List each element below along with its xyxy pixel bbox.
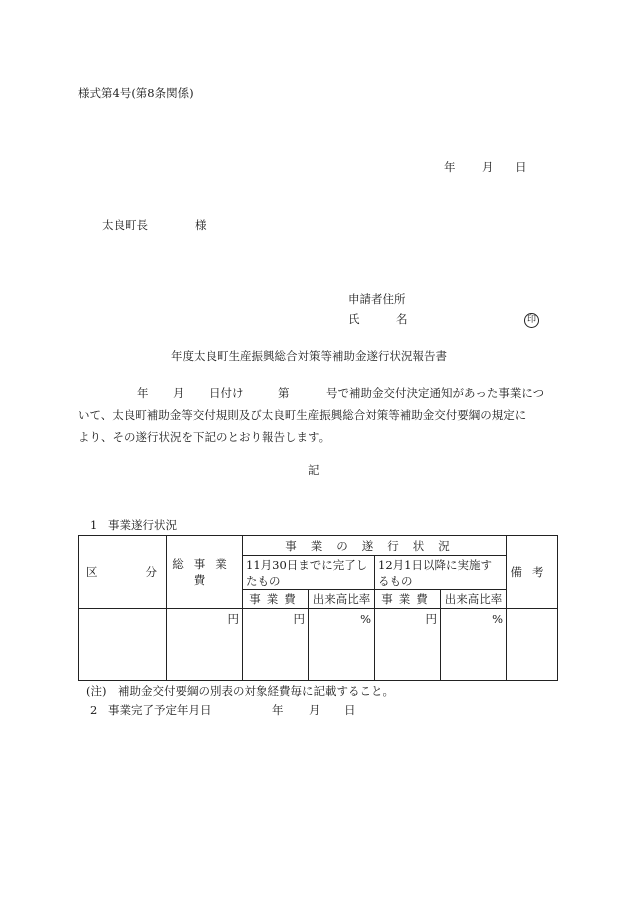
total-cost-cell: 円 [167,609,243,681]
group2-cost-header: 事業費 [375,590,441,609]
document-title: 年度太良町生産振興総合対策等補助金遂行状況報告書 [171,349,447,363]
body-month: 月 [173,386,185,400]
progress-table [78,535,558,681]
body-line2: いて、太良町補助金等交付規則及び太良町生産振興総合対策等補助金交付要綱の規定に [78,408,527,422]
body-line1-rest: 号で補助金交付決定通知があった事業につ [326,386,545,400]
section2-month: 月 [309,703,321,717]
remarks-header: 備考 [507,536,558,609]
group2-header: 12月1日以降に実施するもの [375,556,507,590]
body-dated: 日付け [209,386,244,400]
section2-year: 年 [272,703,284,717]
kubun-cell [79,609,167,681]
date-year-label: 年 [444,160,456,174]
addressee-honorific: 様 [195,218,207,232]
progress-status-header: 事業の遂行状況 [243,536,507,556]
section2-title: 事業完了予定年月日 [108,703,212,717]
ki-label: 記 [308,463,320,477]
section2-day: 日 [344,703,356,717]
section2-number: 2 [90,703,98,717]
group2-rate-cell: % [441,609,507,681]
remarks-cell [507,609,558,681]
group1-header: 11月30日までに完了したもの [243,556,375,590]
section1-number: 1 [90,518,98,532]
section1-title: 事業遂行状況 [108,518,177,532]
date-day-label: 日 [515,160,527,174]
date-month-label: 月 [482,160,494,174]
group2-rate-header: 出来高比率 [441,590,507,609]
applicant-name-label-1: 氏 [348,312,360,326]
kubun-header: 区 分 [79,536,167,609]
group1-rate-cell: % [309,609,375,681]
seal-mark: 印 [524,311,539,328]
body-dai: 第 [278,386,290,400]
body-year: 年 [137,386,149,400]
total-cost-header: 総事業費 [167,536,243,609]
body-line3: より、その遂行状況を下記のとおり報告します。 [78,430,331,444]
applicant-address-label: 申請者住所 [348,292,406,306]
table-note: (注) 補助金交付要綱の別表の対象経費毎に記載すること。 [86,684,394,698]
group1-rate-header: 出来高比率 [309,590,375,609]
group1-cost-header: 事業費 [243,590,309,609]
form-number: 様式第4号(第8条関係) [78,86,194,100]
group2-cost-cell: 円 [375,609,441,681]
applicant-name-label-2: 名 [396,312,408,326]
addressee-name: 太良町長 [102,218,148,232]
group1-cost-cell: 円 [243,609,309,681]
